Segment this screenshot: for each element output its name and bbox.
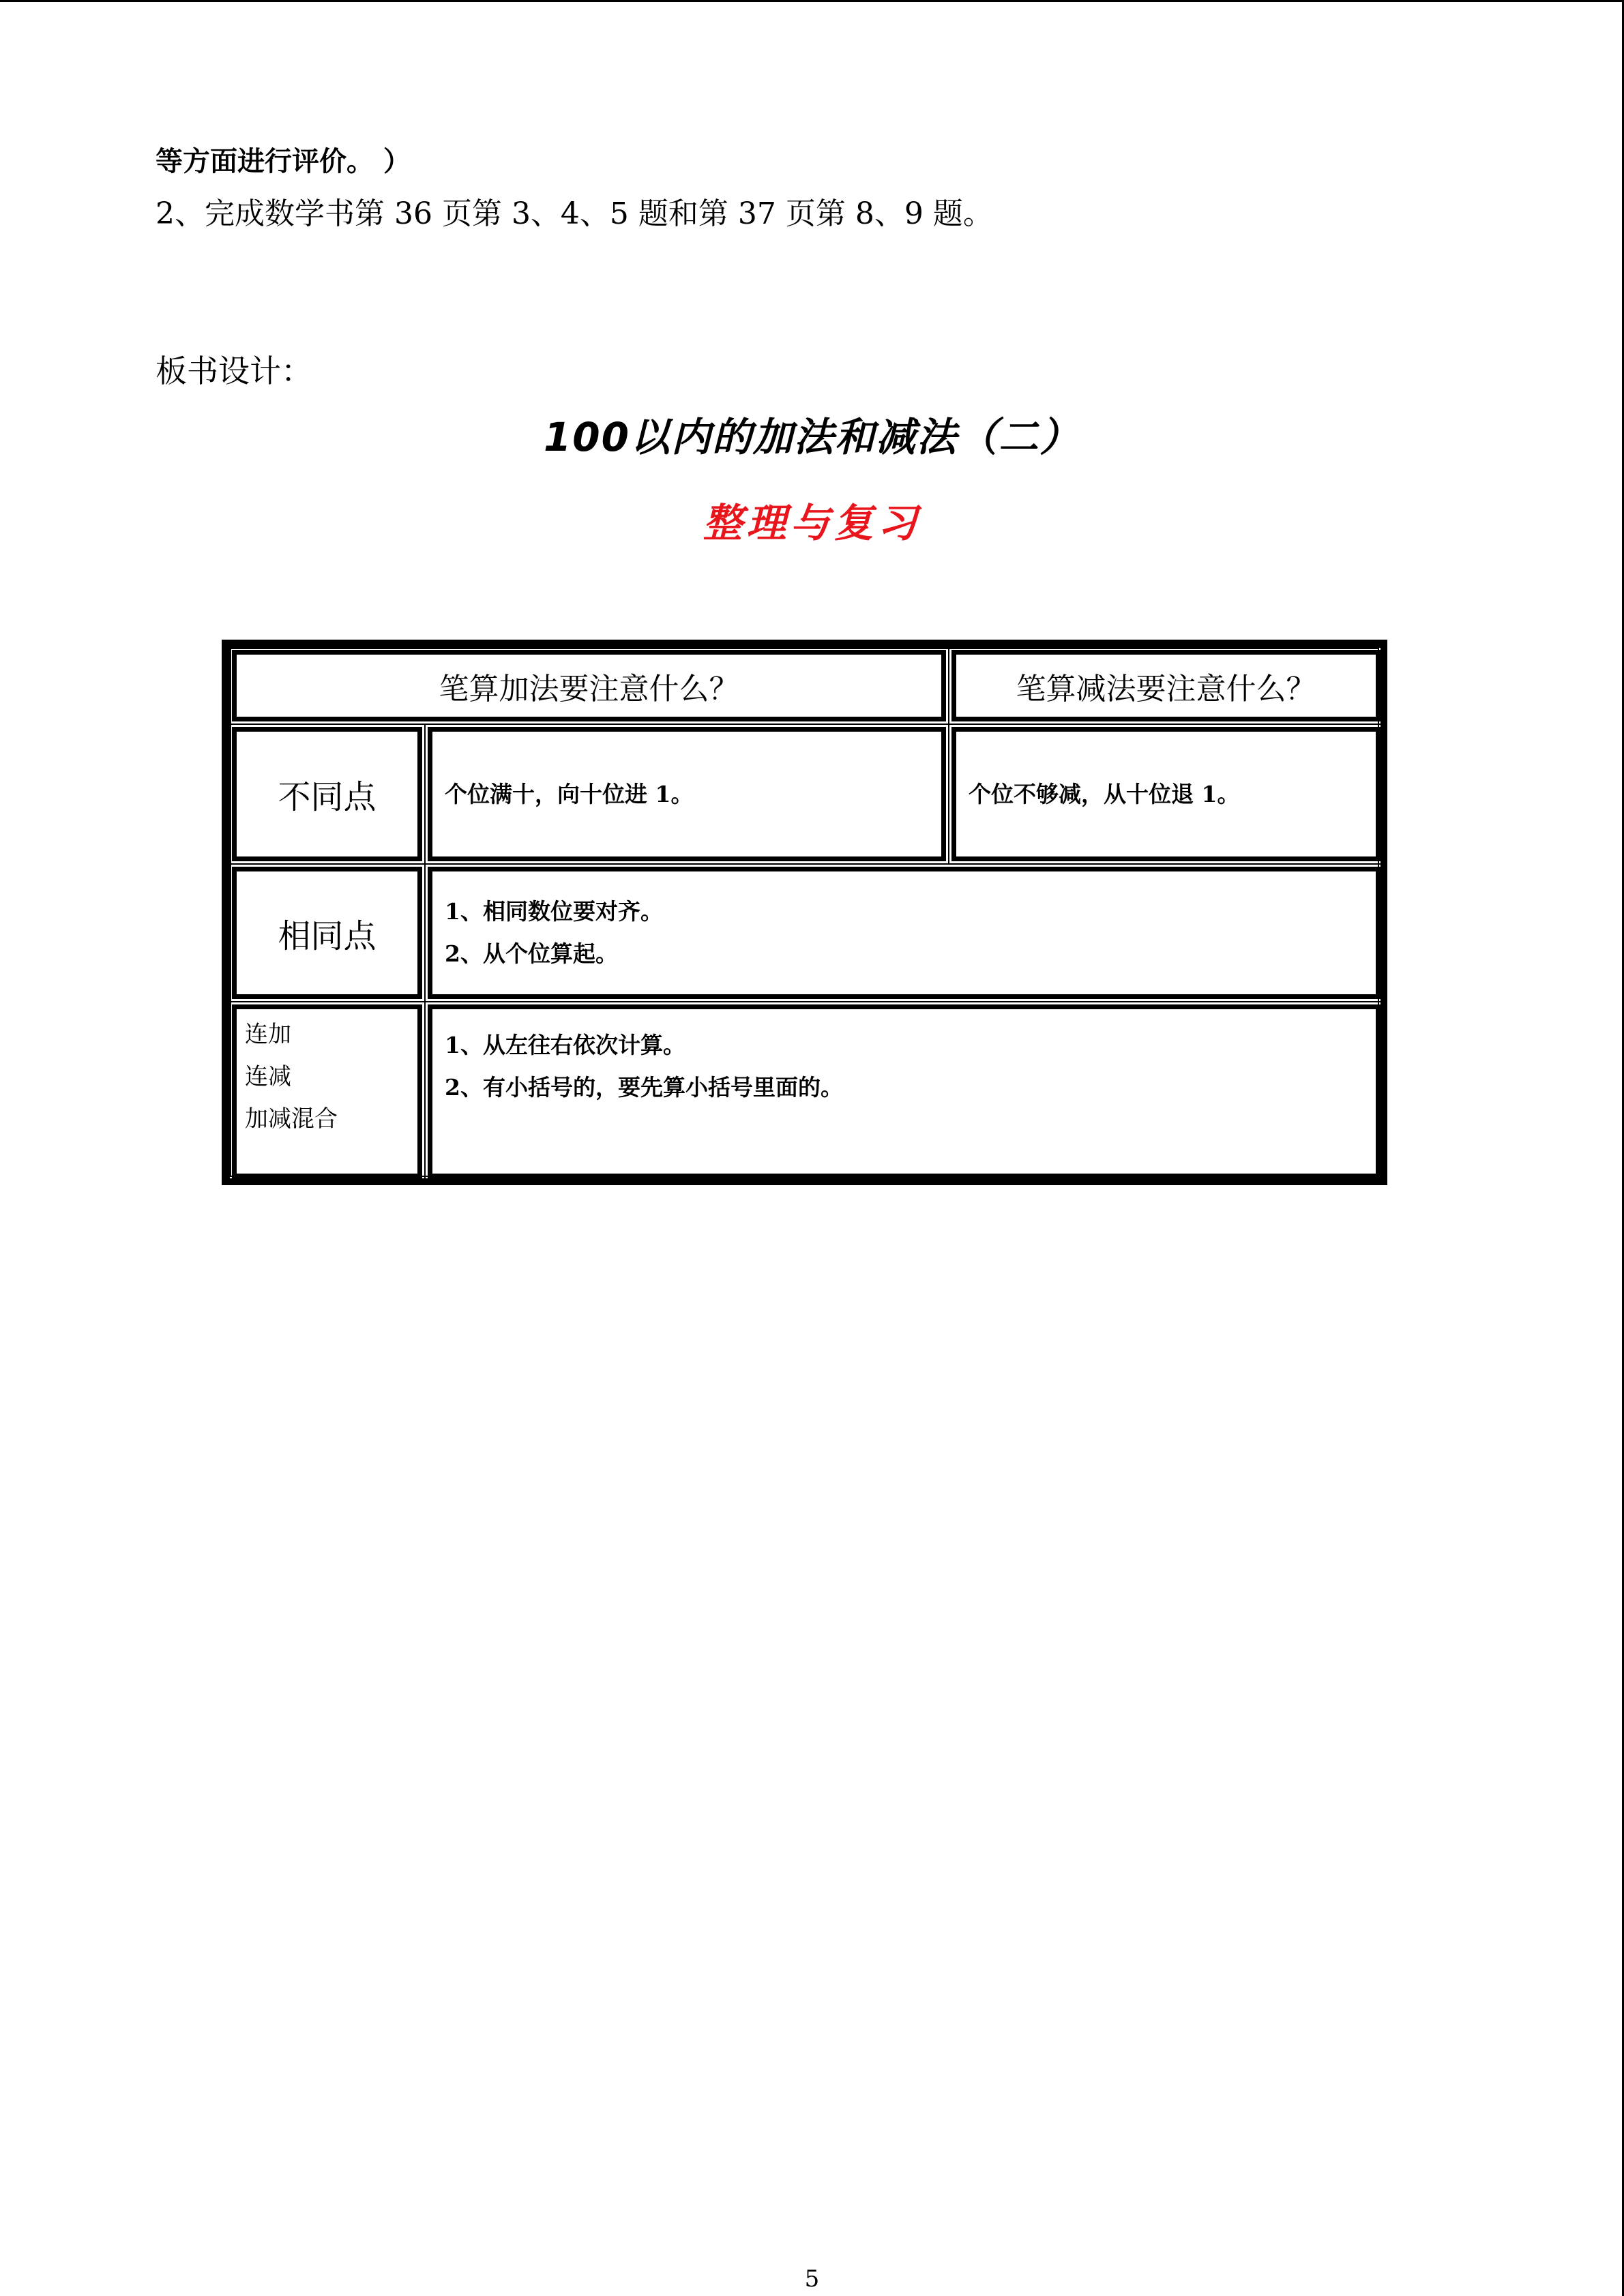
header-sub [951,650,1381,721]
row-difference-label [232,727,422,861]
text-line-evaluation: 等方面进行评价。 ） [156,145,411,177]
row-same-line-1: 1、相同数位要对齐。 [445,898,663,925]
row-same-label [232,867,422,999]
row-mixed-label [232,1004,422,1178]
page-top-border [0,0,1624,2]
board-sub-title: 整理与复习 [703,500,921,546]
summary-table [222,640,1387,1185]
row-same-content [428,867,1381,999]
board-design-label: 板书设计： [156,353,312,389]
row-mixed-line-2: 2、有小括号的，要先算小括号里面的。 [445,1074,843,1101]
row-mixed-label-3: 加减混合 [245,1105,338,1133]
board-main-title: 100以内的加法和减法（二） [543,414,1081,460]
row-mixed-label-2: 连减 [245,1063,291,1090]
row-difference-add [428,727,946,861]
row-difference-sub [951,727,1381,861]
row-difference-label-text: 不同点 [278,778,377,816]
row-mixed-line-1: 1、从左往右依次计算。 [445,1032,685,1058]
header-sub-text: 笔算减法要注意什么？ [1016,671,1316,706]
header-add [232,650,946,721]
text-line-homework: 2、完成数学书第 36 页第 3、4、5 题和第 37 页第 8、9 题。 [156,196,993,231]
page-number: 5 [804,2265,820,2293]
row-mixed-label-1: 连加 [245,1021,291,1048]
header-add-text: 笔算加法要注意什么？ [439,671,739,706]
row-same-line-2: 2、从个位算起。 [445,940,618,967]
row-difference-sub-text: 个位不够减，从十位退 1。 [969,780,1240,807]
row-difference-add-text: 个位满十，向十位进 1。 [445,780,694,807]
row-mixed-content [428,1004,1381,1178]
row-same-label-text: 相同点 [278,916,377,955]
